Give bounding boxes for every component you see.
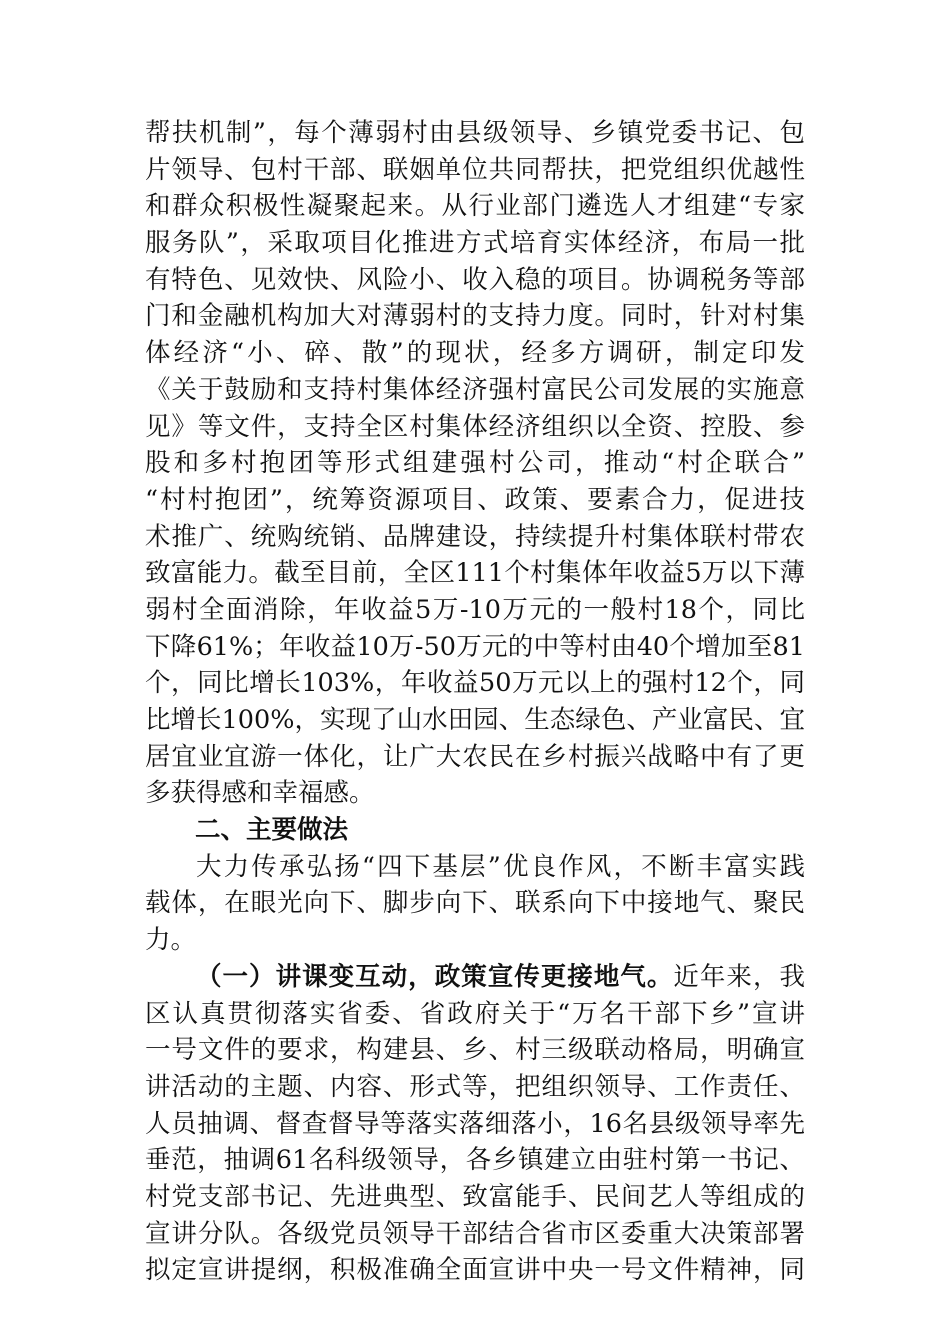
text-line: 力。 bbox=[145, 925, 197, 956]
text-line: 体经济“小、碎、散”的现状，经多方调研，制定印发 bbox=[145, 338, 805, 369]
text-line: 弱村全面消除，年收益5万-10万元的一般村18个，同比 bbox=[145, 594, 805, 625]
text-span: 近年来，我 bbox=[673, 961, 805, 992]
text-line: 片领导、包村干部、联姻单位共同帮扶，把党组织优越性 bbox=[145, 154, 805, 185]
text-line: 多获得感和幸福感。 bbox=[145, 778, 375, 809]
text-line: 帮扶机制”，每个薄弱村由县级领导、乡镇党委书记、包 bbox=[145, 118, 805, 148]
text-line: 见》等文件，支持全区村集体经济组织以全资、控股、参 bbox=[145, 411, 805, 442]
paragraph-support-mechanism bbox=[145, 115, 805, 812]
document-page bbox=[145, 115, 805, 1289]
text-line: 区认真贯彻落实省委、省政府关于“万名干部下乡”宣讲 bbox=[145, 998, 805, 1029]
text-line: 股和多村抱团等形式组建强村公司，推动“村企联合” bbox=[145, 448, 805, 479]
text-line: 人员抽调、督查督导等落实落细落小，16名县级领导率先 bbox=[145, 1108, 805, 1139]
text-line: 居宜业宜游一体化，让广大农民在乡村振兴战略中有了更 bbox=[145, 741, 805, 772]
text-line: 大力传承弘扬“四下基层”优良作风，不断丰富实践 bbox=[196, 851, 805, 882]
text-line: 村党支部书记、先进典型、致富能手、民间艺人等组成的 bbox=[145, 1181, 805, 1212]
text-line: “村村抱团”，统筹资源项目、政策、要素合力，促进技 bbox=[145, 484, 805, 515]
text-line: 下降61%；年收益10万-50万元的中等村由40个增加至81 bbox=[145, 631, 805, 662]
text-line: 服务队”，采取项目化推进方式培育实体经济，布局一批 bbox=[145, 228, 805, 259]
text-line: 门和金融机构加大对薄弱村的支持力度。同时，针对村集 bbox=[145, 301, 805, 332]
text-line: 《关于鼓励和支持村集体经济强村富民公司发展的实施意 bbox=[145, 374, 805, 405]
paragraph-policy-promotion bbox=[145, 959, 805, 1289]
text-line: 比增长100%，实现了山水田园、生态绿色、产业富民、宜 bbox=[145, 705, 805, 735]
text-line: 和群众积极性凝聚起来。从行业部门遴选人才组建“专家 bbox=[145, 191, 805, 222]
text-line: 垂范，抽调61名科级领导，各乡镇建立由驻村第一书记、 bbox=[145, 1145, 805, 1176]
text-line: 个，同比增长103%，年收益50万元以上的强村12个，同 bbox=[145, 668, 805, 699]
text-line: 致富能力。截至目前，全区111个村集体年收益5万以下薄 bbox=[145, 558, 805, 589]
paragraph-intro bbox=[145, 849, 805, 959]
text-line: 讲活动的主题、内容、形式等，把组织领导、工作责任、 bbox=[145, 1071, 805, 1102]
text-line: 一号文件的要求，构建县、乡、村三级联动格局，明确宣 bbox=[145, 1035, 805, 1066]
text-line: 载体，在眼光向下、脚步向下、联系向下中接地气、聚民 bbox=[145, 888, 805, 919]
text-line: 宣讲分队。各级党员领导干部结合省市区委重大决策部署 bbox=[145, 1218, 805, 1249]
section-heading: 二、主要做法 bbox=[195, 815, 349, 846]
subsection-heading: （一）讲课变互动，政策宣传更接地气。 bbox=[196, 961, 674, 992]
text-line: 术推广、统购统销、品牌建设，持续提升村集体联村带农 bbox=[145, 521, 805, 552]
text-line bbox=[145, 959, 805, 996]
text-line: 拟定宣讲提纲，积极准确全面宣讲中央一号文件精神，同 bbox=[145, 1255, 805, 1286]
text-line: 有特色、见效快、风险小、收入稳的项目。协调税务等部 bbox=[145, 264, 805, 295]
